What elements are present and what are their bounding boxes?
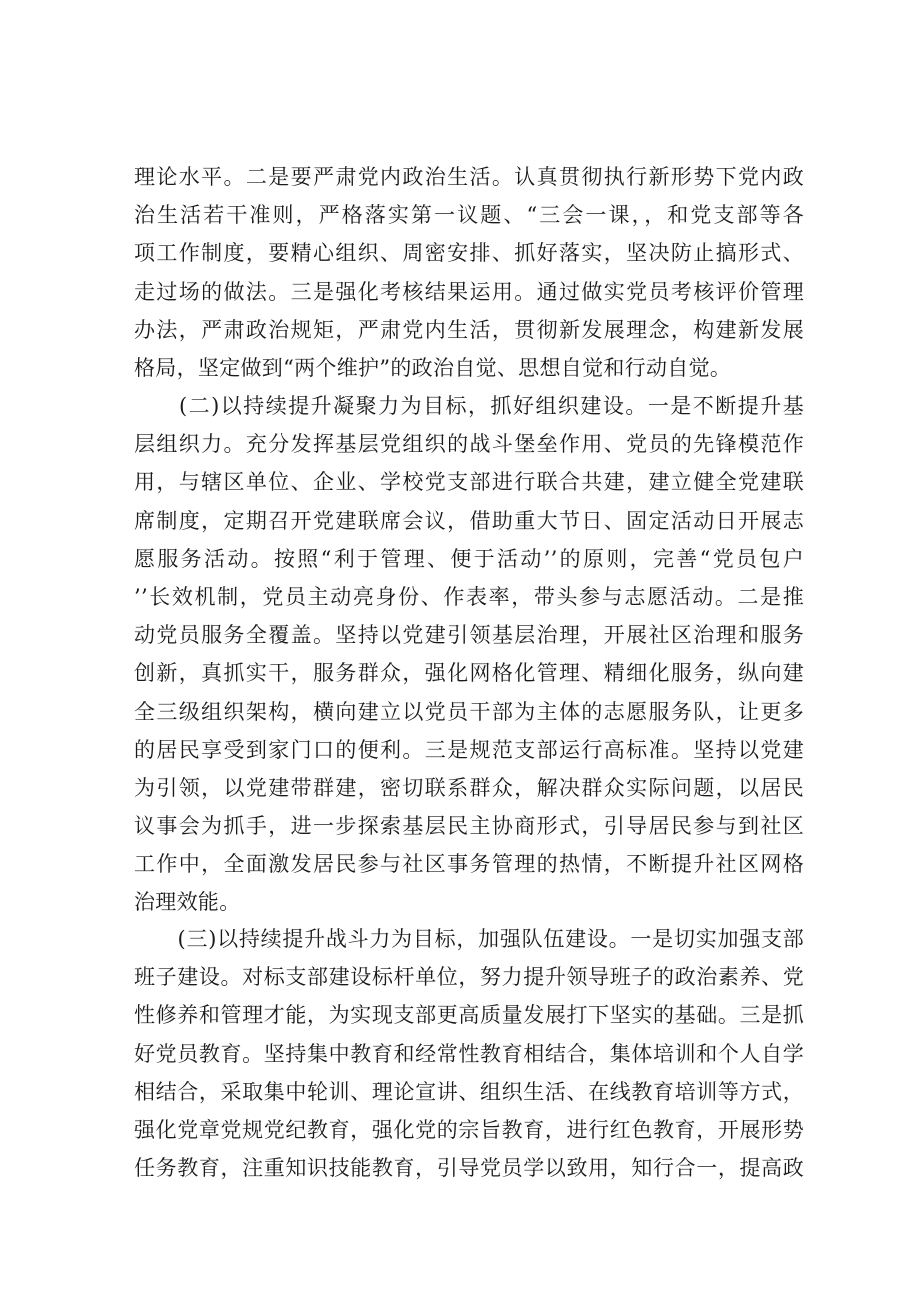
text-line: 治理效能。 [134, 890, 241, 915]
text-line: 用，与辖区单位、企业、学校党支部进行联合共建，建立健全党建联 [134, 470, 804, 495]
text-line: 强化党章党规党纪教育，强化党的宗旨教育，进行红色教育，开展形势 [134, 1117, 804, 1142]
text-line: 项工作制度，要精心组织、周密安排、抓好落实，坚决防止搞形式、 [134, 241, 804, 266]
text-line: 全三级组织架构，横向建立以党员干部为主体的志愿服务队，让更多 [134, 699, 804, 724]
text-line: 治生活若干准则，严格落实第一议题、“三会一课，，和党支部等各 [134, 203, 804, 228]
paragraph-organization-building [134, 387, 804, 922]
text-line: 席制度，定期召开党建联席会议，借助重大节日、固定活动日开展志 [134, 508, 804, 533]
text-line: 格局，坚定做到“两个维护”的政治自觉、思想自觉和行动自觉。 [134, 355, 732, 380]
text-line: 好党员教育。坚持集中教育和经常性教育相结合，集体培训和个人自学 [134, 1041, 804, 1066]
text-line: 工作中，全面激发居民参与社区事务管理的热情，不断提升社区网格 [134, 852, 804, 877]
text-line: 班子建设。对标支部建设标杆单位，努力提升领导班子的政治素养、党 [134, 965, 804, 990]
text-line: 为引领，以党建带群建，密切联系群众，解决群众实际问题，以居民 [134, 775, 804, 800]
text-line: (二)以持续提升凝聚力为目标，抓好组织建设。一是不断提升基 [134, 394, 804, 418]
text-line: 创新，真抓实干，服务群众，强化网格化管理、精细化服务，纵向建 [134, 661, 804, 686]
paragraph-team-building [134, 920, 804, 1187]
text-line: (三)以持续提升战斗力为目标，加强队伍建设。一是切实加强支部 [134, 927, 804, 951]
text-line: 层组织力。充分发挥基层党组织的战斗堡垒作用、党员的先锋模范作 [134, 432, 804, 457]
text-line: 走过场的做法。三是强化考核结果运用。通过做实党员考核评价管理 [134, 279, 804, 304]
text-line: 任务教育，注重知识技能教育，引导党员学以致用，知行合一，提高政 [134, 1156, 804, 1181]
text-line: 性修养和管理才能，为实现支部更高质量发展打下坚实的基础。三是抓 [134, 1003, 804, 1028]
text-line: ’’长效机制，党员主动亮身份、作表率，带头参与志愿活动。二是推 [134, 584, 804, 609]
text-line: 相结合，采取集中轮训、理论宣讲、组织生活、在线教育培训等方式， [134, 1079, 804, 1104]
text-line: 议事会为抓手，进一步探索基层民主协商形式，引导居民参与到社区 [134, 814, 804, 839]
text-line: 办法，严肃政治规矩，严肃党内生活，贯彻新发展理念，构建新发展 [134, 317, 804, 342]
text-line: 动党员服务全覆盖。坚持以党建引领基层治理，开展社区治理和服务 [134, 623, 804, 648]
text-line: 理论水平。二是要严肃党内政治生活。认真贯彻执行新形势下党内政 [134, 165, 804, 189]
text-line: 的居民享受到家门口的便利。三是规范支部运行高标准。坚持以党建 [134, 737, 804, 762]
text-line: 愿服务活动。按照“利于管理、便于活动’’的原则，完善“党员包户 [134, 546, 804, 571]
paragraph-political-life [134, 158, 804, 387]
